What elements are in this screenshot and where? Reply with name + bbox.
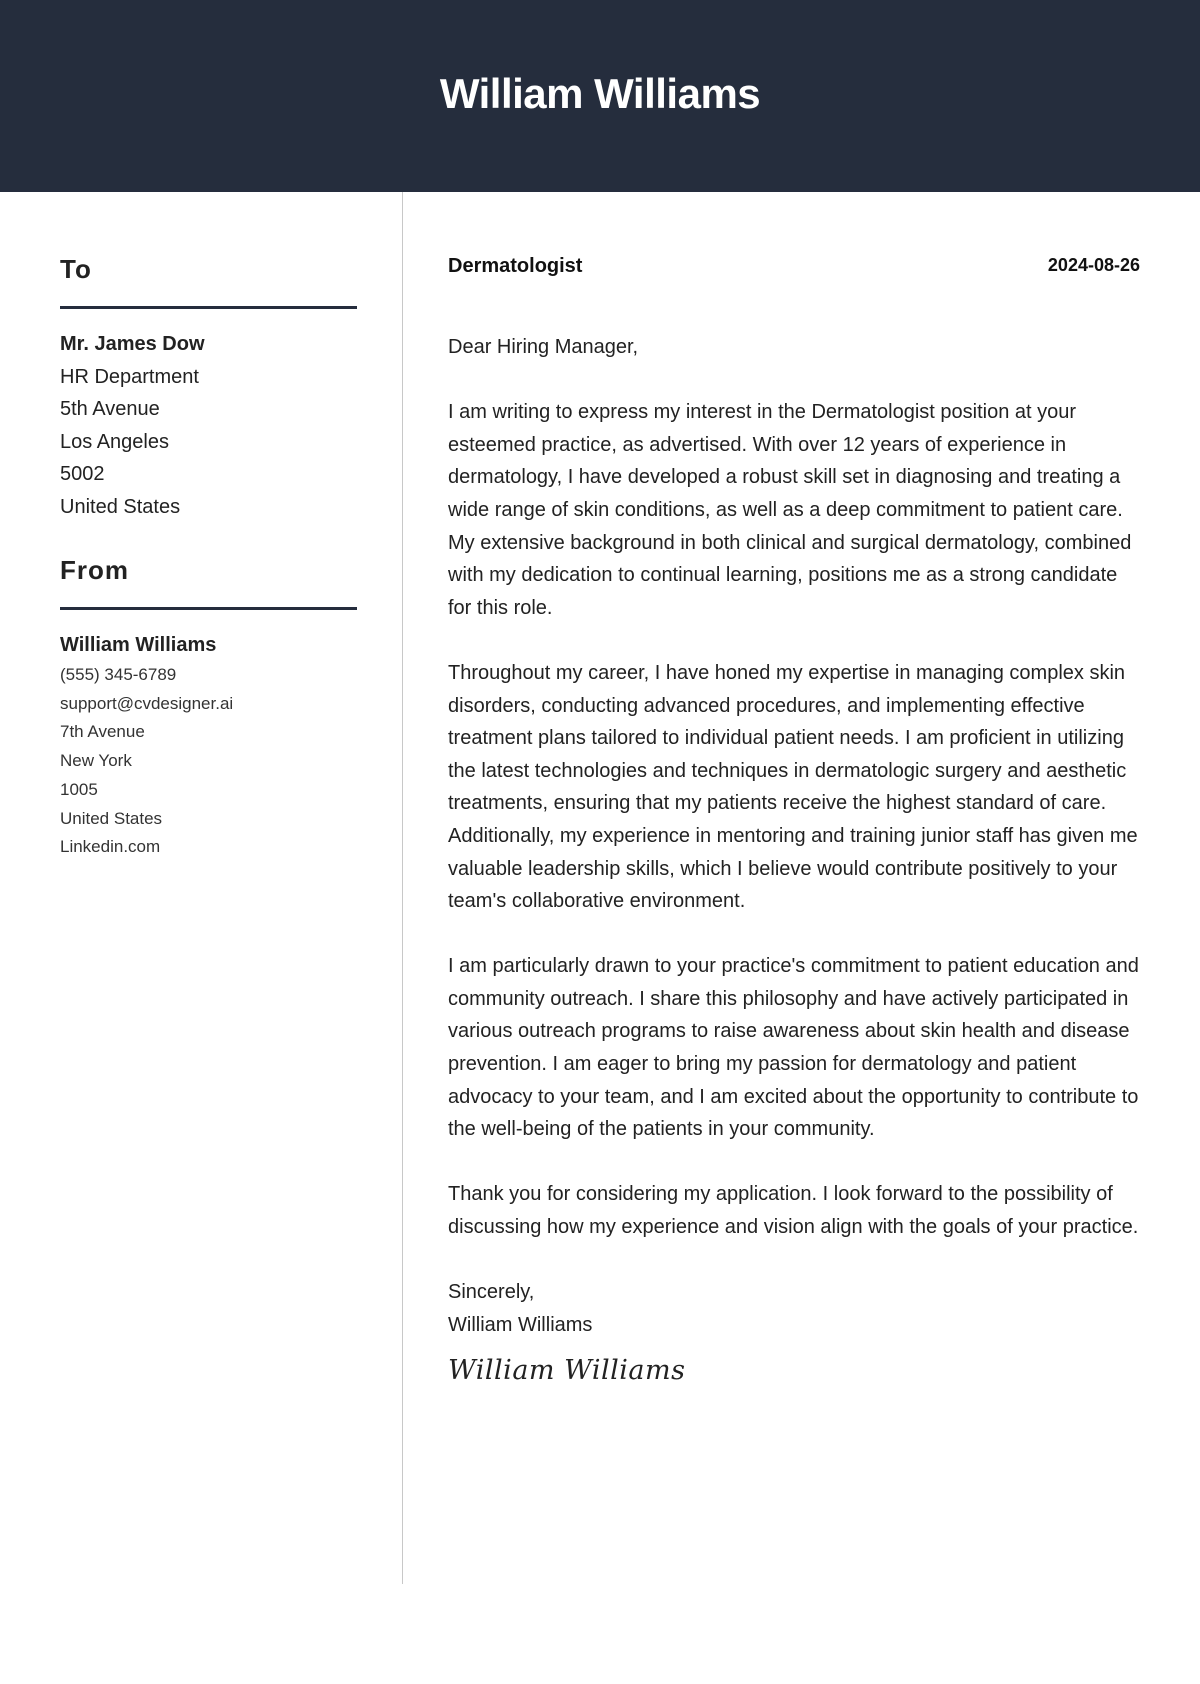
job-title: Dermatologist bbox=[448, 255, 583, 277]
letter-closing: Sincerely, bbox=[448, 1281, 535, 1304]
letter-paragraph: Thank you for considering my application. I look forward to the possibility of discussing how my experience and vision align with the goals of your practice. bbox=[448, 1183, 1139, 1239]
from-section-rule bbox=[60, 607, 357, 610]
recipient-department: HR Department bbox=[60, 365, 199, 388]
sender-name: William Williams bbox=[60, 634, 217, 656]
column-divider bbox=[402, 192, 403, 1584]
header-banner bbox=[0, 0, 1200, 192]
letter-greeting: Dear Hiring Manager, bbox=[448, 336, 639, 358]
recipient-city: Los Angeles bbox=[60, 430, 169, 453]
letter-date: 2024-08-26 bbox=[1047, 255, 1140, 275]
sender-email: support@cvdesigner.ai bbox=[60, 693, 234, 713]
letter-paragraph: Throughout my career, I have honed my expertise in managing complex skin disorders, conducting advanced procedures, and implementing effective treatment plans tailored to individual patient needs. I am proficient in utilizing the latest technologies and techniques in dermatologic surgery and aesthetic treatments, ensuring that my patients receive the highest standard of care. Additionally, my experience in mentoring and training junior staff has given me valuable leadership skills, which I believe would contribute positively to your team's collaborative environment. bbox=[448, 661, 1138, 913]
sender-country: United States bbox=[60, 808, 163, 828]
recipient-street: 5th Avenue bbox=[60, 398, 160, 421]
applicant-name-heading: William Williams bbox=[439, 70, 761, 117]
to-section-rule bbox=[60, 306, 357, 309]
recipient-country: United States bbox=[60, 495, 181, 518]
from-section-title: From bbox=[60, 555, 129, 585]
recipient-zip: 5002 bbox=[60, 463, 105, 486]
sender-contact bbox=[60, 661, 233, 862]
handwritten-signature: William Williams bbox=[448, 1355, 686, 1387]
sender-phone: (555) 345-6789 bbox=[60, 665, 177, 684]
recipient-name: Mr. James Dow bbox=[60, 333, 205, 355]
to-section-title: To bbox=[60, 254, 92, 284]
letter-paragraph: I am writing to express my interest in the Dermatologist position at your esteemed practice, as advertised. With over 12 years of experience in dermatology, I have developed a robust skill set in diagnosing and treating a wide range of skin conditions, as well as a deep commitment to patient care. My extensive background in both clinical and surgical dermatology, combined with my dedication to continual learning, positions me as a strong candidate for this role. bbox=[448, 401, 1132, 619]
sender-city: New York bbox=[60, 751, 132, 771]
letter-body bbox=[448, 331, 1140, 1388]
sender-zip: 1005 bbox=[60, 779, 98, 799]
sender-website: Linkedin.com bbox=[60, 837, 161, 857]
sender-street: 7th Avenue bbox=[60, 722, 145, 742]
letter-closing-name: William Williams bbox=[448, 1313, 593, 1336]
letter-paragraph: I am particularly drawn to your practice's commitment to patient education and community outreach. I share this philosophy and have actively participated in various outreach programs to raise awareness about skin health and disease prevention. I am eager to bring my passion for dermatology and patient advocacy to your team, and I am excited about the opportunity to contribute to the well-being of the patients in your community. bbox=[448, 955, 1139, 1141]
recipient-address bbox=[60, 328, 205, 524]
